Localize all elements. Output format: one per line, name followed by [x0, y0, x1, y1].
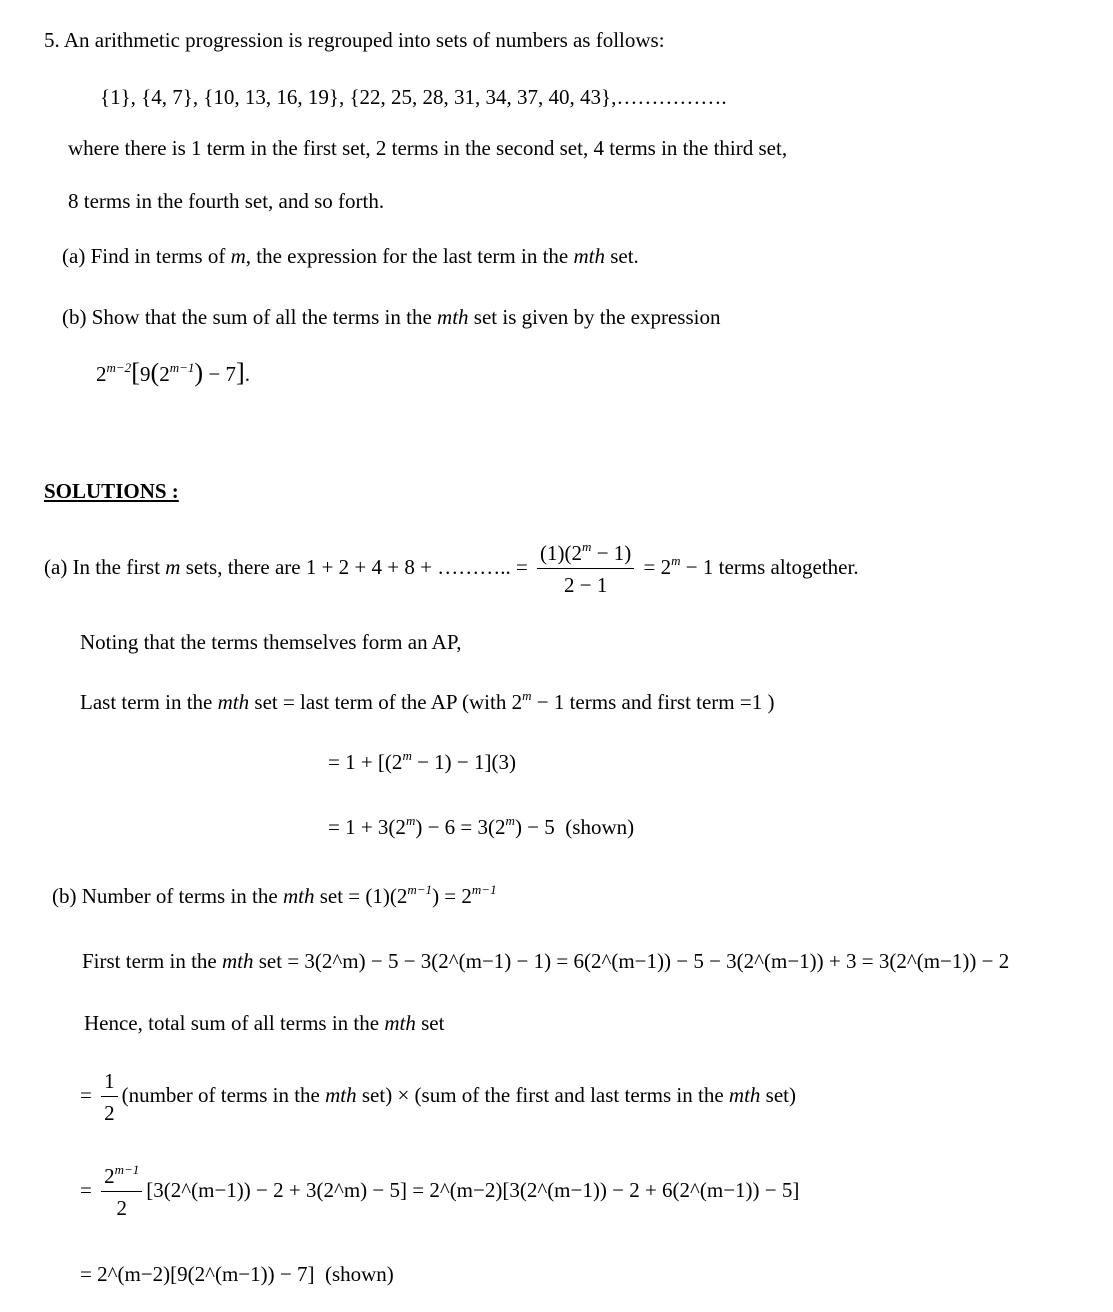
- sol-b-label: (b): [52, 884, 77, 908]
- last-pre: Last term in the: [80, 690, 213, 714]
- sol-b-number-of-terms: [52, 881, 497, 908]
- sol-a-step-1: [328, 747, 517, 774]
- sol-a-pre: In the first: [72, 555, 161, 580]
- step2-b: ) − 6 = 3(2: [415, 815, 506, 839]
- fraction-denominator: 2 − 1: [563, 573, 608, 598]
- sol-b-hence: [84, 1013, 444, 1034]
- part-b-question: [62, 307, 721, 328]
- sol-a-last-term: [80, 687, 775, 714]
- part-b-text-post: set is given by the expression: [473, 305, 721, 329]
- sol-a-noting: Noting that the terms themselves form an AP,: [80, 630, 462, 654]
- half-text-a: (number of terms in the: [121, 1083, 320, 1108]
- part-a-text: Find in terms of: [90, 244, 226, 268]
- example-sets: {1}, {4, 7}, {10, 13, 16, 19}, {22, 25, 28, 31, 34, 37, 40, 43},…………….: [100, 85, 727, 109]
- mth: mth: [222, 949, 254, 973]
- eq2-num-text: 2: [104, 1164, 115, 1188]
- first-mid: set: [258, 949, 283, 973]
- eq2-num: [101, 1163, 142, 1192]
- half-den: 2: [104, 1101, 115, 1126]
- eq2-fraction: [101, 1163, 142, 1222]
- mth: mth: [282, 884, 315, 908]
- eq2-body: [3(2^(m−1)) − 2 + 3(2^m) − 5] = 2^(m−2)[3(2^(m−1)) − 2 + 6(2^(m−1)) − 5]: [146, 1178, 800, 1203]
- part-a-question: [62, 246, 639, 267]
- exp: m: [582, 538, 592, 554]
- hence-text: Hence, total sum of all terms in the: [84, 1011, 380, 1035]
- fraction-numerator: [537, 540, 634, 569]
- half-fraction: [101, 1068, 118, 1127]
- first-pre: First term in the: [82, 949, 217, 973]
- exp: m: [522, 687, 532, 703]
- num-end: − 1): [591, 541, 632, 565]
- exp: m−2: [106, 359, 132, 375]
- result-end: − 1: [680, 555, 714, 580]
- part-b-text: Show that the sum of all the terms in the: [91, 305, 432, 329]
- shown-label: (shown): [324, 1262, 394, 1286]
- num-text: (1)(2: [540, 541, 583, 565]
- exp: m: [402, 747, 412, 763]
- exp: m−1: [169, 359, 195, 375]
- sol-a-result: = 2: [643, 555, 672, 580]
- sol-a-post: terms altogether.: [718, 555, 859, 580]
- num-eq-b: ) = 2: [432, 884, 472, 908]
- sol-a-series: 1 + 2 + 4 + 8 + ………..: [305, 555, 511, 580]
- exp: m: [505, 812, 515, 828]
- half-num: 1: [101, 1068, 118, 1097]
- part-a-text-mid: , the expression for the last term in the: [245, 244, 569, 268]
- sol-b-final: [80, 1264, 394, 1285]
- exp: m: [405, 812, 416, 828]
- part-a-var: m: [230, 244, 246, 268]
- last-mid: set = last term of the AP (with: [254, 690, 507, 714]
- exp: m−1: [407, 881, 433, 897]
- shown-label: (shown): [565, 815, 635, 839]
- step2-a: = 1 + 3(2: [328, 815, 406, 839]
- sol-a-step-2: [328, 812, 635, 839]
- part-a-text-post: set.: [610, 244, 639, 268]
- part-b-expression: $2^{m-2}[9(2^{m-1}) - 7]$.: [96, 358, 250, 387]
- part-a-mth: mth: [573, 244, 605, 268]
- num-eq-a: = (1)(2: [348, 884, 408, 908]
- hence-end: set: [421, 1011, 445, 1035]
- sol-a-fraction: [537, 540, 634, 599]
- last-two: 2: [511, 690, 523, 714]
- sol-b-first-term: [82, 951, 1009, 972]
- part-a-label: (a): [62, 244, 86, 268]
- last-with: − 1 terms and first term =1 ): [531, 690, 775, 714]
- mth: mth: [325, 1083, 357, 1108]
- step2-c: ) − 5: [514, 815, 555, 839]
- problem-statement: An arithmetic progression is regrouped into sets of numbers as follows:: [63, 28, 665, 52]
- part-b-label: (b): [62, 305, 87, 329]
- step1-a: = 1 + [(2: [328, 750, 403, 774]
- sol-b-half-formula: = $\frac{1}{2}$ (number of terms in the mth set) × (sum of the first and last terms in the mth set): [80, 1069, 796, 1126]
- mth: mth: [384, 1011, 416, 1035]
- part-b-mth: mth: [437, 305, 469, 329]
- mth: mth: [728, 1083, 761, 1108]
- exp: m: [671, 552, 681, 568]
- half-text-b: set) × (sum of the first and last terms in the: [361, 1083, 724, 1108]
- half-text-c: set): [765, 1083, 796, 1108]
- final-eq: = 2^(m−2)[9(2^(m−1)) − 7]: [80, 1262, 315, 1286]
- sol-a-line-1: (a) In the first m sets, there are 1 + 2 + 4 + 8 + ……….. = $\frac{(1)(2^m - 1)}{2 - 1}$ = $2^m - 1$ terms altogether.: [44, 538, 859, 598]
- step1-b: − 1) − 1](3): [411, 750, 517, 774]
- description-line-2: 8 terms in the fourth set, and so forth.: [68, 189, 385, 213]
- sol-a-label: (a): [44, 555, 68, 580]
- num-mid: set: [319, 884, 344, 908]
- exp: m−1: [471, 881, 497, 897]
- num-pre: Number of terms in the: [81, 884, 278, 908]
- mth: mth: [217, 690, 250, 714]
- exp: m−1: [114, 1161, 140, 1177]
- eq2-den: 2: [116, 1196, 127, 1221]
- problem-statement-line: [44, 30, 665, 51]
- description-line-1: where there is 1 term in the first set, 2 terms in the second set, 4 terms in the third set,: [68, 136, 788, 160]
- sol-a-var: m: [165, 555, 181, 580]
- problem-number: 5.: [44, 28, 60, 52]
- sol-b-expanded: = $\frac{2^{m-1}}{2}$ [3(2^(m−1)) − 2 + 3(2^m) − 5] = 2^(m−2)[3(2^(m−1)) − 2 + 6(2^(m−1)) − 5]: [80, 1161, 800, 1221]
- solutions-heading: SOLUTIONS :: [44, 479, 179, 503]
- sol-a-mid: sets, there are: [185, 555, 301, 580]
- first-eq: = 3(2^m) − 5 − 3(2^(m−1) − 1) = 6(2^(m−1)) − 5 − 3(2^(m−1)) + 3 = 3(2^(m−1)) − 2: [287, 949, 1010, 973]
